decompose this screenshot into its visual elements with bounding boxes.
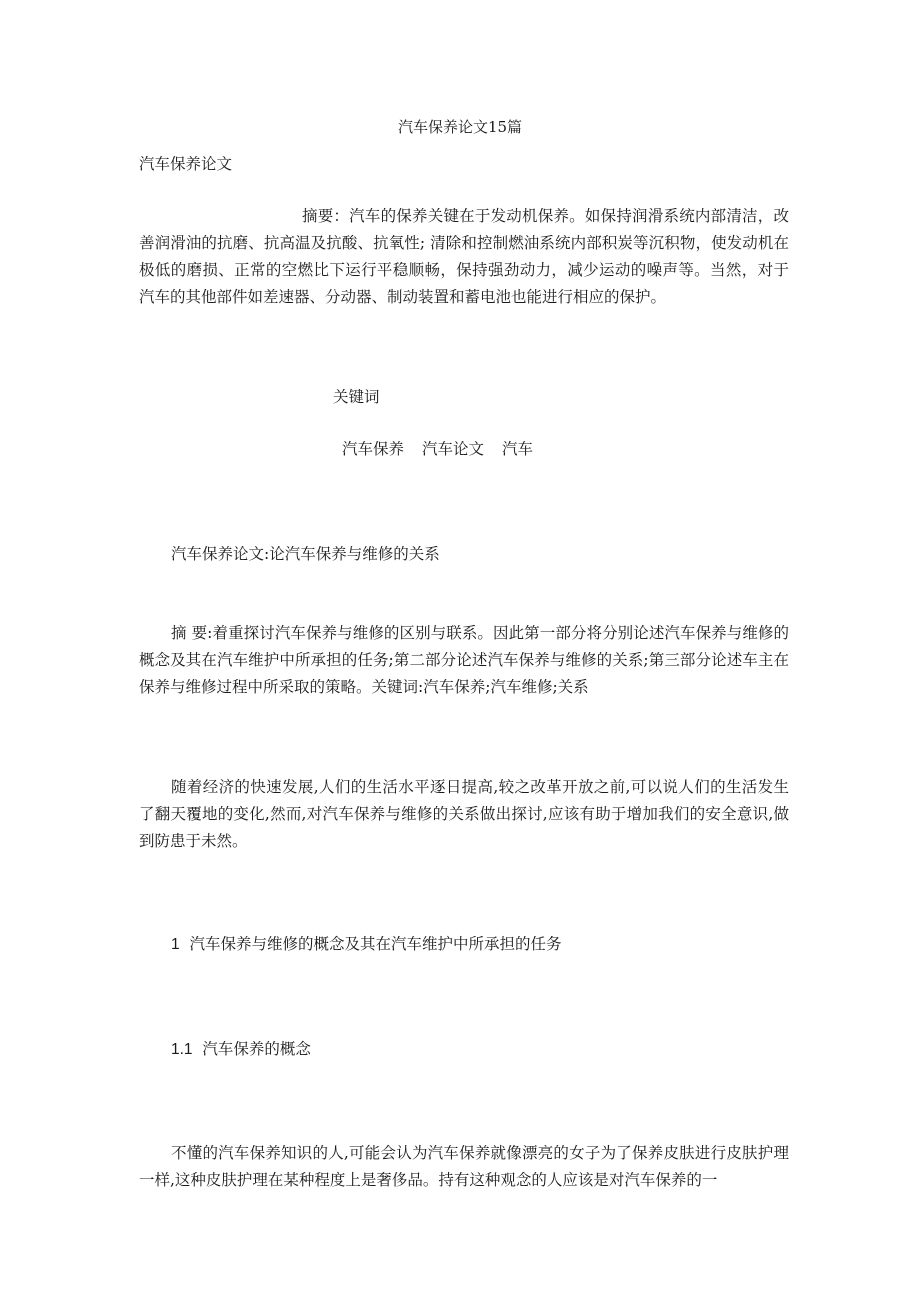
keyword-item: 汽车保养	[342, 440, 405, 458]
document-subtitle: 汽车保养论文	[139, 155, 233, 173]
section-title: 汽车保养与维修的概念及其在汽车维护中所承担的任务	[189, 935, 562, 953]
section-title: 汽车保养的概念	[202, 1040, 311, 1058]
section-number: 1	[171, 936, 180, 953]
paper-title: 汽车保养论文:论汽车保养与维修的关系	[171, 545, 440, 563]
section-heading-1	[171, 931, 562, 958]
keyword-item: 汽车论文	[422, 440, 485, 458]
document-title: 汽车保养论文15篇	[397, 118, 523, 136]
intro-paragraph: 随着经济的快速发展,人们的生活水平逐日提高,较之改革开放之前,可以说人们的生活发生了翻天覆地的变化,然而,对汽车保养与维修的关系做出探讨,应该有助于增加我们的安全意识,做到防患于未然。	[139, 778, 789, 850]
keywords-list	[342, 436, 533, 463]
abstract-paragraph: 摘要：汽车的保养关键在于发动机保养。如保持润滑系统内部清洁，改善润滑油的抗磨、抗高温及抗酸、抗氧性; 清除和控制燃油系统内部积炭等沉积物，使发动机在极低的磨损、正常的空燃比下运行平稳顺畅，保持强劲动力，减少运动的噪声等。当然，对于汽车的其他部件如差速器、分动器、制动装置和蓄电池也能进行相应的保护。	[139, 207, 789, 306]
section-number: 1.1	[171, 1041, 193, 1058]
keywords-heading: 关键词	[333, 388, 380, 406]
keyword-item: 汽车	[502, 440, 534, 458]
section-heading-1-1	[171, 1036, 311, 1063]
paper-abstract-paragraph: 摘 要:着重探讨汽车保养与维修的区别与联系。因此第一部分将分别论述汽车保养与维修的概念及其在汽车维护中所承担的任务;第二部分论述汽车保养与维修的关系;第三部分论述车主在保养与维修过程中所采取的策略。关键词:汽车保养;汽车维修;关系	[139, 624, 789, 696]
body-paragraph: 不懂的汽车保养知识的人,可能会认为汽车保养就像漂亮的女子为了保养皮肤进行皮肤护理一样,这种皮肤护理在某种程度上是奢侈品。持有这种观念的人应该是对汽车保养的一	[139, 1144, 789, 1189]
